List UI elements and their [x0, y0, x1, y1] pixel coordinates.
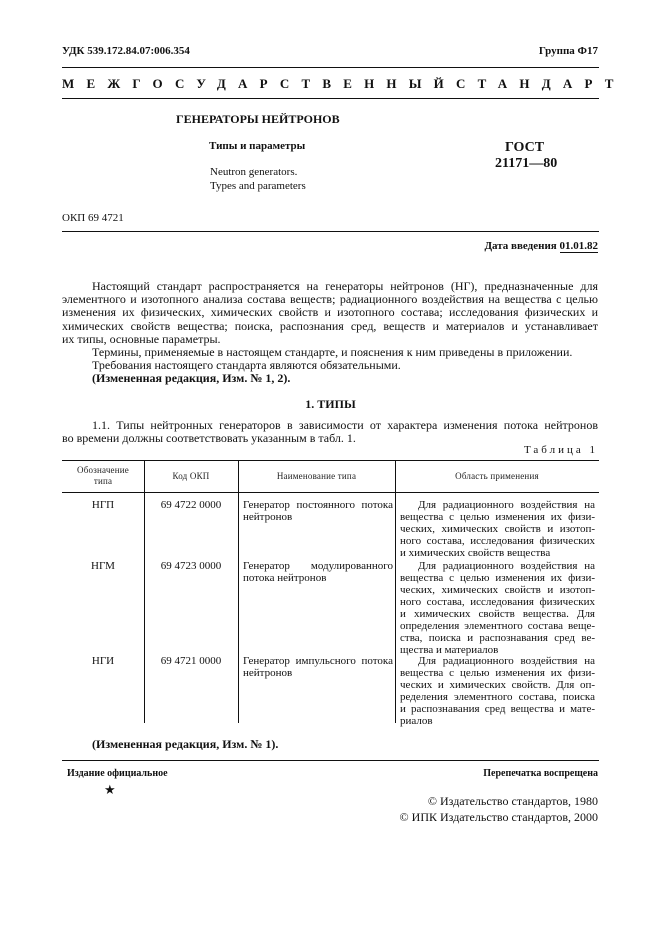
- intro-line-1: Настоящий стандарт распространяется на генераторы нейтронов (НГ), предназначенные для: [92, 279, 598, 293]
- row-2-app-line7: ства, поиска и распознавания сред ве-: [400, 632, 595, 644]
- title-rule: [62, 231, 599, 232]
- banner-word-2: СТАНДАРТ: [456, 76, 626, 91]
- table-top-rule: [62, 460, 599, 461]
- document-subtitle: Типы и параметры: [209, 140, 306, 152]
- table-header-designation: [62, 465, 144, 487]
- table-header-name: Наименование типа: [276, 471, 357, 481]
- table-header-okp: Код ОКП: [172, 471, 210, 481]
- footer-rule: [62, 760, 599, 761]
- official-edition: Издание официальное: [67, 768, 168, 779]
- row-1-app-line1: Для радиационного воздействия на: [418, 499, 595, 511]
- section-1-text: [62, 419, 598, 445]
- gost-label: ГОСТ: [505, 140, 545, 155]
- intro-date-value: 01.01.82: [559, 240, 598, 252]
- table-row-3-okp: 69 4721 0000: [160, 655, 222, 667]
- section-1-title: 1. ТИПЫ: [305, 397, 356, 411]
- header-designation-line1: Обозначение: [77, 465, 129, 475]
- intro-line-4: химических свойств вещества; поиска, распознания сред, веществ и материалов и устанавливает: [62, 318, 598, 333]
- table-row-1-name: [243, 499, 393, 523]
- copyright-2000: © ИПК Издательство стандартов, 2000: [399, 810, 598, 824]
- english-title-line2: Types and parameters: [210, 180, 306, 192]
- row-2-app-line8: щества и материалов: [400, 644, 499, 656]
- section-1-line-2: во времени должны соответствовать указанным в табл. 1.: [62, 431, 356, 446]
- udk-code: УДК 539.172.84.07:006.354: [62, 45, 190, 57]
- banner-rule: [62, 98, 599, 99]
- row-3-name-line2: нейтронов: [243, 667, 293, 679]
- row-3-app-line2: вещества с целью изменения их физи-: [400, 667, 595, 679]
- english-title-line1: Neutron generators.: [210, 166, 298, 178]
- standard-banner: [62, 76, 626, 92]
- intro-line-5: их типы, основные параметры.: [62, 331, 221, 346]
- table-row-2-name: [243, 560, 393, 584]
- banner-word-1: МЕЖГОСУДАРСТВЕННЫЙ: [62, 76, 456, 91]
- table-row-3-designation: НГИ: [91, 655, 115, 667]
- row-3-app-line5: и распознавания сред вещества и мате-: [400, 703, 595, 715]
- table-row-2-designation: НГМ: [91, 560, 115, 572]
- table-row-1-designation: НГП: [91, 499, 115, 511]
- okp-code: ОКП 69 4721: [62, 212, 124, 224]
- table-row-2-okp: 69 4723 0000: [160, 560, 222, 572]
- row-1-app-line3: ческих, химических свойств и изотоп-: [400, 523, 595, 535]
- row-1-app-line4: ного состава, исследования физических: [400, 535, 595, 547]
- section-1-line-1: 1.1. Типы нейтронных генераторов в зависимости от характера изменения потока нейтронов: [92, 418, 598, 432]
- table-header-application: Область применения: [455, 471, 539, 481]
- copyright-1980: © Издательство стандартов, 1980: [427, 794, 598, 808]
- group-code: Группа Ф17: [538, 45, 598, 57]
- header-designation-line2: типа: [93, 476, 113, 486]
- gost-number: 21171—80: [495, 156, 558, 171]
- document-title: ГЕНЕРАТОРЫ НЕЙТРОНОВ: [176, 112, 340, 126]
- table-row-3-application: [400, 655, 595, 727]
- row-1-name-line1: Генератор постоянного потока: [243, 499, 393, 511]
- row-3-app-line4: ределения элементного состава, поиска: [400, 691, 595, 703]
- table-row-3-name: [243, 655, 393, 679]
- intro-line-3: изменения их физических, химических свойств и изотопного состава; исследования физических и: [62, 305, 598, 320]
- intro-terms: Термины, применяемые в настоящем стандарте, и пояснения к ним приведены в приложении.: [92, 345, 573, 360]
- reprint-prohibited: Перепечатка воспрещена: [483, 768, 598, 779]
- star-icon: ★: [104, 782, 116, 797]
- row-1-name-line2: нейтронов: [243, 511, 293, 523]
- table-row-1-okp: 69 4722 0000: [160, 499, 222, 511]
- table-caption: Таблица 1: [523, 444, 598, 456]
- intro-date: [484, 240, 598, 252]
- intro-mandatory: Требования настоящего стандарта являются обязательными.: [92, 358, 401, 373]
- table-row-1-application: [400, 499, 595, 559]
- intro-text: [62, 280, 598, 386]
- intro-date-label: Дата введения: [484, 240, 557, 252]
- row-2-app-line2: вещества с целью изменения их физи-: [400, 572, 595, 584]
- row-3-name-line1: Генератор импульсного потока: [243, 655, 393, 667]
- row-2-name-line1: Генератор модулированного: [243, 560, 393, 572]
- row-2-app-line4: ного состава, исследования физических: [400, 596, 595, 608]
- row-1-app-line5: и химических свойств вещества: [400, 547, 551, 559]
- table-col-sep-2: [238, 460, 239, 723]
- row-2-app-line1: Для радиационного воздействия на: [418, 560, 595, 572]
- table-amendment: (Измененная редакция, Изм. № 1).: [92, 737, 279, 751]
- intro-line-2: элементного и изотопного анализа состава веществ; радиационного воздействия на вещества с целью: [62, 292, 598, 307]
- row-3-app-line3: ческих и химических свойств. Для оп-: [400, 679, 595, 691]
- row-2-name-line2: потока нейтронов: [243, 572, 327, 584]
- row-2-app-line6: определения элементного состава веще-: [400, 620, 595, 632]
- header-rule: [62, 67, 599, 68]
- row-2-app-line3: ческих, химических свойств и изотоп-: [400, 584, 595, 596]
- row-2-app-line5: и химических свойств вещества. Для: [400, 608, 595, 620]
- row-1-app-line2: вещества с целью изменения их физи-: [400, 511, 595, 523]
- row-3-app-line6: риалов: [400, 715, 433, 727]
- intro-amendment: (Измененная редакция, Изм. № 1, 2).: [92, 371, 291, 386]
- table-header-rule: [62, 492, 599, 493]
- row-3-app-line1: Для радиационного воздействия на: [418, 655, 595, 667]
- table-col-sep-3: [395, 460, 396, 723]
- table-row-2-application: [400, 560, 595, 656]
